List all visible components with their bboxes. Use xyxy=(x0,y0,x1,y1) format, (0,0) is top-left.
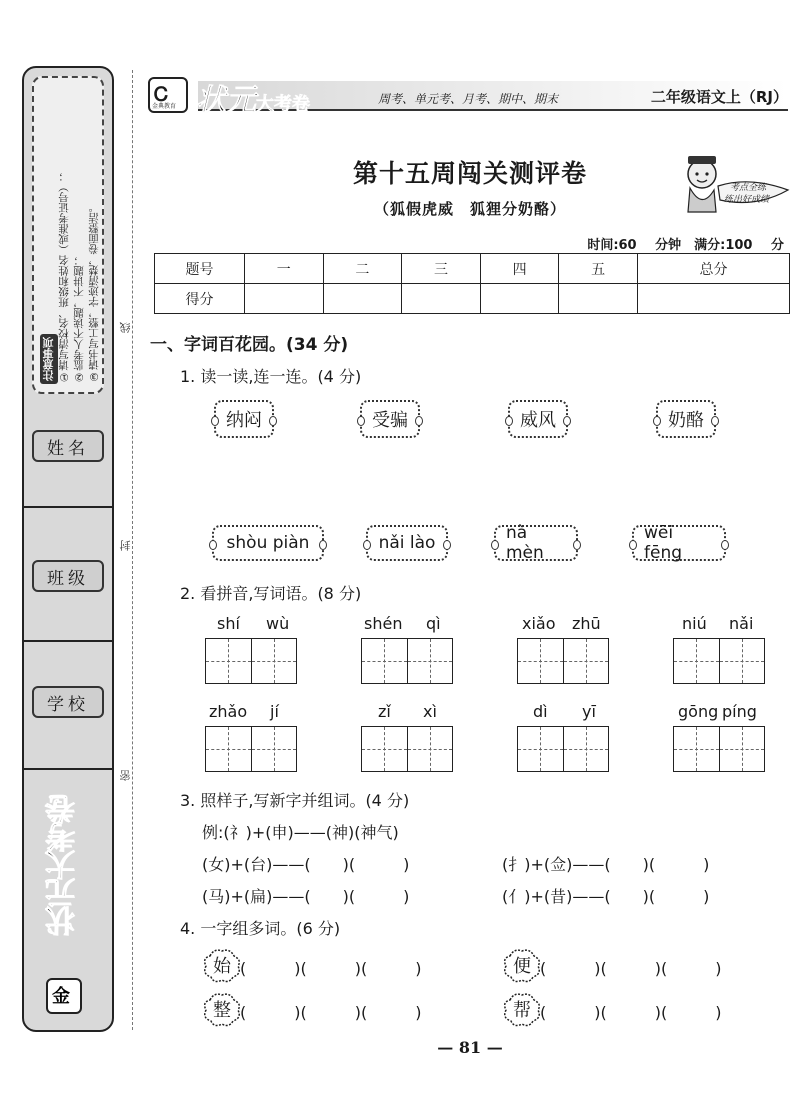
flower-char: 始 xyxy=(202,946,242,984)
pinyin-syllable: gōng xyxy=(678,702,719,721)
page-title: 第十五周闯关测评卷 xyxy=(352,159,587,188)
brand-title: 状元大考卷 xyxy=(196,83,310,118)
q4-prompt: 4. 一字组多词。(6 分) xyxy=(180,919,341,938)
score-input-cell[interactable] xyxy=(480,284,559,314)
score-value-row xyxy=(155,284,790,314)
cut-label-feng: 封 xyxy=(119,540,132,551)
writing-grid[interactable] xyxy=(673,726,765,772)
writing-grid[interactable] xyxy=(361,638,453,684)
word-box[interactable]: 纳闷 xyxy=(214,400,274,438)
score-input-cell[interactable] xyxy=(323,284,402,314)
mascot-illustration xyxy=(680,150,790,214)
pinyin-syllable: xiǎo xyxy=(522,614,556,633)
notice-line-1: ①请写清校名、班级和姓名（或准考证号）； xyxy=(58,170,70,382)
flower-char: 便 xyxy=(502,946,542,984)
sidebar-brand xyxy=(32,786,108,1022)
word-box[interactable]: 威风 xyxy=(508,400,568,438)
score-header-cell: 一 xyxy=(245,254,324,284)
school-field-label: 学校 xyxy=(32,686,104,718)
score-input-cell[interactable] xyxy=(637,284,789,314)
q4-blanks[interactable]: ( )( )( ) xyxy=(540,1003,722,1022)
pinyin-syllable: nǎi xyxy=(729,614,754,633)
time-score-info: 时间:60 分钟 满分:100 分 xyxy=(587,238,784,253)
pinyin-syllable: zǐ xyxy=(378,702,391,721)
pinyin-syllable: dì xyxy=(533,702,548,721)
notice-line-2: ②监考人不读题，不讲题； xyxy=(73,254,85,382)
pinyin-syllable: shén xyxy=(364,614,403,633)
writing-grid[interactable] xyxy=(673,638,765,684)
pinyin-box[interactable]: wēi fēng xyxy=(632,525,726,561)
writing-grid[interactable] xyxy=(205,638,297,684)
writing-grid[interactable] xyxy=(517,638,609,684)
pinyin-syllable: niú xyxy=(682,614,707,633)
q4-blanks[interactable]: ( )( )( ) xyxy=(240,959,422,978)
name-field-label: 姓名 xyxy=(32,430,104,462)
pinyin-syllable: zhū xyxy=(572,614,601,633)
q1-prompt: 1. 读一读,连一连。(4 分) xyxy=(180,367,362,386)
mascot-text-2: 练出好成绩 xyxy=(724,195,770,205)
pinyin-syllable: zhǎo xyxy=(209,702,248,721)
notice-line-3: ③请书写工整，字迹清楚，卷面整洁。 xyxy=(88,202,100,382)
notice-heading: 注意事项 xyxy=(40,334,58,384)
page-number: — 81 — xyxy=(437,1038,503,1057)
class-field-label: 班级 xyxy=(32,560,104,592)
page-subtitle: （狐假虎威 狐狸分奶酪） xyxy=(373,200,566,218)
q4-blanks[interactable]: ( )( )( ) xyxy=(240,1003,422,1022)
flower-char: 整 xyxy=(202,990,242,1028)
notice-box xyxy=(32,76,104,394)
q4-blanks[interactable]: ( )( )( ) xyxy=(540,959,722,978)
binding-sidebar xyxy=(22,66,114,1032)
score-row-label: 得分 xyxy=(155,284,245,314)
score-header-row xyxy=(155,254,790,284)
cut-label-mi: 密 xyxy=(119,770,132,781)
writing-grid[interactable] xyxy=(517,726,609,772)
word-box[interactable]: 受骗 xyxy=(360,400,420,438)
pinyin-syllable: xì xyxy=(423,702,437,721)
pinyin-syllable: píng xyxy=(722,702,757,721)
svg-text:金: 金 xyxy=(52,986,70,1007)
q3-item[interactable]: (扌)+(佥)——( )( ) xyxy=(502,855,710,874)
q3-item[interactable]: (女)+(台)——( )( ) xyxy=(202,855,410,874)
writing-grid[interactable] xyxy=(205,726,297,772)
score-input-cell[interactable] xyxy=(559,284,638,314)
header-subtitle: 周考、单元考、月考、期中、期末 xyxy=(378,92,559,106)
q3-prompt: 3. 照样子,写新字并组词。(4 分) xyxy=(180,791,410,810)
score-header-cell: 四 xyxy=(480,254,559,284)
score-table xyxy=(154,253,790,314)
word-box[interactable]: 奶酪 xyxy=(656,400,716,438)
header-banner xyxy=(148,77,794,118)
publisher-logo-icon: Ꮯ 金典教育 xyxy=(148,77,188,113)
pinyin-syllable: shí xyxy=(217,614,240,633)
q3-example: 例:(礻)+(申)——(神)(神气) xyxy=(202,823,399,842)
flower-char: 帮 xyxy=(502,990,542,1028)
pinyin-box[interactable]: nǎi lào xyxy=(366,525,448,561)
score-header-cell: 总分 xyxy=(637,254,789,284)
grade-label: 二年级语文上（RJ） xyxy=(650,88,788,106)
pinyin-syllable: wù xyxy=(266,614,290,633)
pinyin-box[interactable]: shòu piàn xyxy=(212,525,324,561)
q3-item[interactable]: (亻)+(昔)——( )( ) xyxy=(502,887,710,906)
score-header-cell: 三 xyxy=(402,254,481,284)
section-heading: 一、字词百花园。(34 分) xyxy=(150,335,349,355)
sidebar-logo-icon xyxy=(46,978,82,1014)
writing-grid[interactable] xyxy=(361,726,453,772)
q3-item[interactable]: (马)+(扁)——( )( ) xyxy=(202,887,410,906)
pinyin-syllable: jí xyxy=(270,702,279,721)
pinyin-box[interactable]: nà mèn xyxy=(494,525,578,561)
q2-prompt: 2. 看拼音,写词语。(8 分) xyxy=(180,584,362,603)
score-header-cell: 题号 xyxy=(155,254,245,284)
score-input-cell[interactable] xyxy=(245,284,324,314)
sidebar-brand-text: 状元大考卷 xyxy=(46,796,81,936)
cut-label-xian: 线 xyxy=(119,322,132,333)
pinyin-syllable: qì xyxy=(426,614,441,633)
score-input-cell[interactable] xyxy=(402,284,481,314)
publisher-logo-text: 金典教育 xyxy=(152,103,177,110)
score-header-cell: 五 xyxy=(559,254,638,284)
score-header-cell: 二 xyxy=(323,254,402,284)
pinyin-syllable: yī xyxy=(582,702,596,721)
mascot-text-1: 考点全练 xyxy=(730,183,767,193)
